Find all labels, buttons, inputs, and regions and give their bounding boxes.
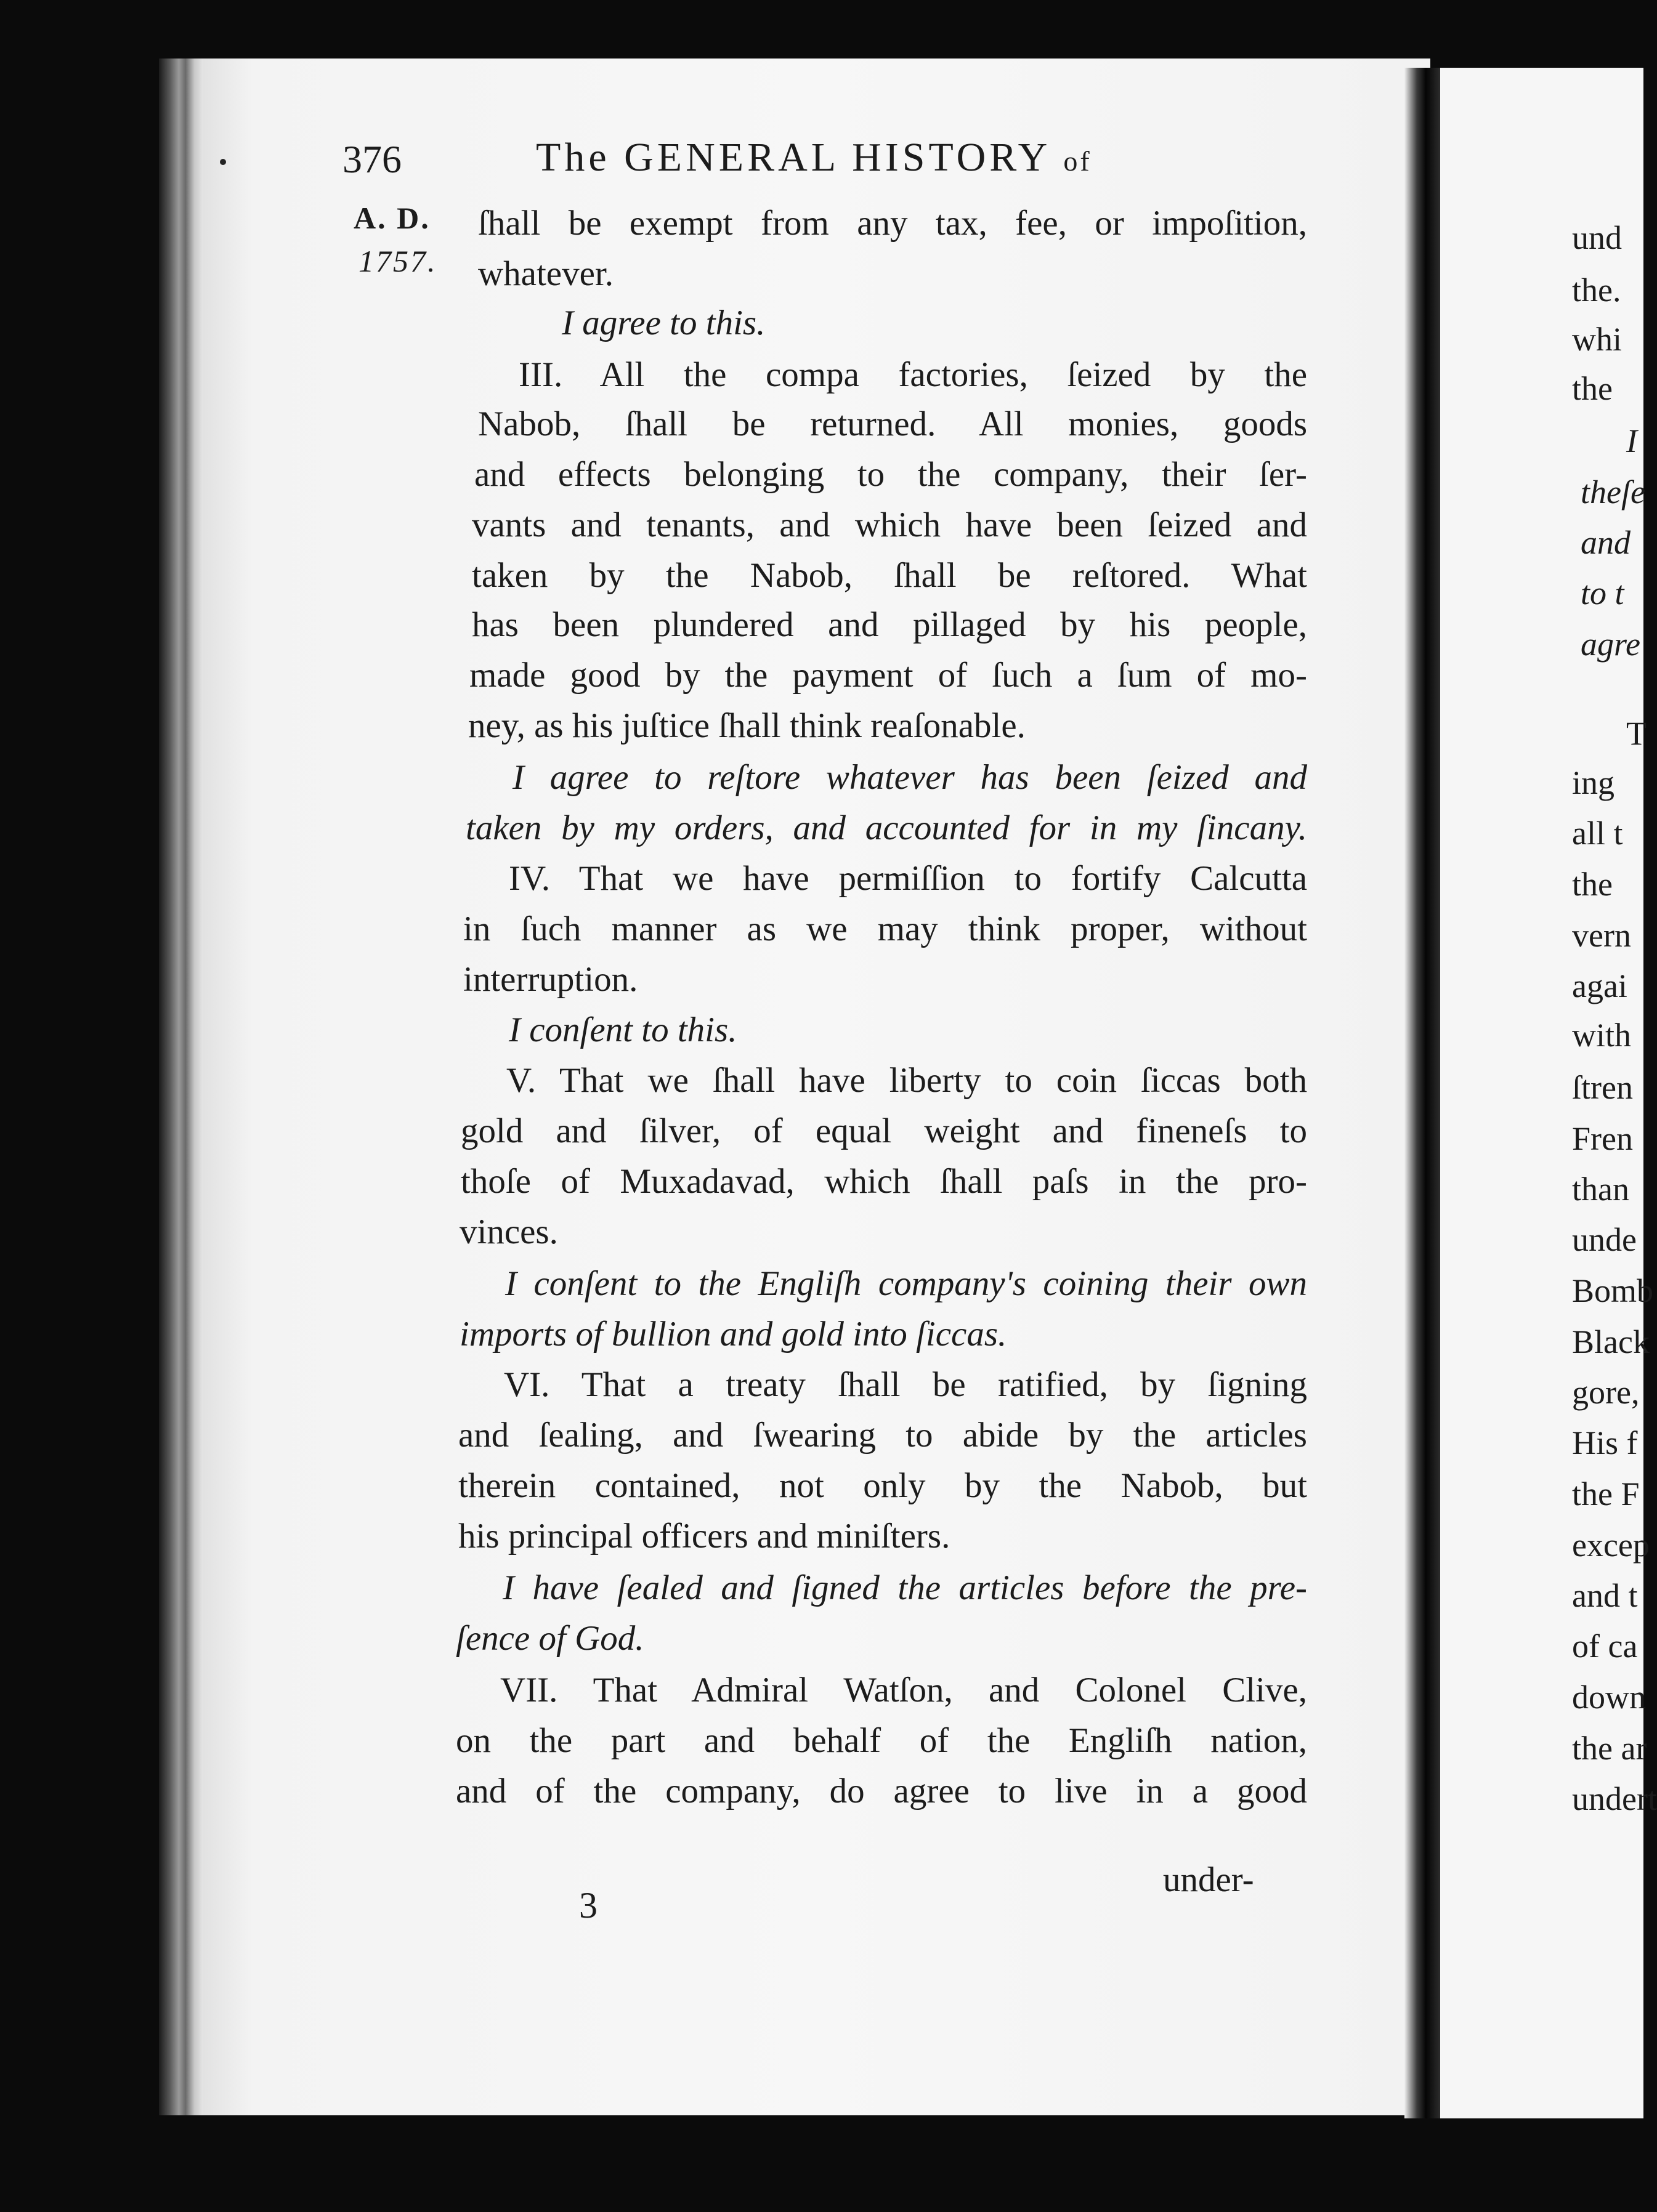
- margin-note-ad: A. D.: [354, 201, 431, 235]
- text-line: has been plundered and pillaged by his people,: [472, 605, 1307, 644]
- right-page-fragment: and: [1581, 524, 1631, 561]
- text-line: whatever.: [478, 254, 614, 293]
- right-page-fragment: the F: [1572, 1475, 1640, 1512]
- text-line: ſence of God.: [456, 1619, 644, 1658]
- right-page-fragment: with: [1572, 1017, 1632, 1054]
- catchword: under-: [1163, 1860, 1254, 1899]
- text-line: on the part and behalf of the Engliſh nation,: [456, 1721, 1307, 1760]
- text-line: Nabob, ſhall be returned. All monies, goods: [478, 405, 1307, 443]
- text-line: IV. That we have permiſſion to fortify Calcutta: [509, 859, 1307, 898]
- text-line: taken by my orders, and accounted for in my ſincany.: [466, 809, 1307, 847]
- margin-note-year: 1757.: [359, 244, 437, 278]
- right-page-fragment: agre: [1581, 626, 1640, 663]
- text-line: V. That we ſhall have liberty to coin ſiccas both: [506, 1061, 1307, 1100]
- right-page-fragment: undert: [1572, 1780, 1657, 1817]
- text-line: ſhall be exempt from any tax, fee, or impoſition,: [478, 204, 1307, 243]
- text-line: his principal officers and miniſters.: [458, 1517, 950, 1556]
- text-line: interruption.: [463, 960, 638, 999]
- right-page-fragment: the ar: [1572, 1730, 1647, 1767]
- page-gutter: [1404, 68, 1440, 2118]
- text-line: VII. That Admiral Watſon, and Colonel Clive,: [500, 1671, 1307, 1709]
- right-page-fragment: down: [1572, 1679, 1646, 1716]
- text-line: VI. That a treaty ſhall be ratified, by ſigning: [504, 1365, 1307, 1404]
- page-number: 376: [342, 137, 402, 181]
- right-page-fragment: unde: [1572, 1221, 1637, 1258]
- text-line: I agree to this.: [562, 304, 766, 342]
- book-spine: [159, 59, 203, 2115]
- signature-mark: 3: [579, 1885, 598, 1926]
- text-line: gold and ſilver, of equal weight and fineneſs to: [461, 1112, 1307, 1150]
- text-line: III. All the compa factories, ſeized by the: [519, 355, 1307, 394]
- text-line: I conſent to the Engliſh company's coining their own: [505, 1264, 1307, 1303]
- right-page-fragment: agai: [1572, 967, 1627, 1004]
- ink-dot: [220, 159, 226, 165]
- text-line: and of the company, do agree to live in a good: [456, 1772, 1307, 1810]
- running-head: [536, 134, 1092, 181]
- text-line: taken by the Nabob, ſhall be reſtored. What: [472, 556, 1307, 595]
- text-line: vants and tenants, and which have been ſeized and: [472, 506, 1307, 544]
- text-line: and effects belonging to the company, their ſer-: [474, 455, 1307, 494]
- right-page-fragment: the.: [1572, 272, 1621, 309]
- right-page-fragment: ing: [1572, 764, 1615, 801]
- text-line: I have ſealed and ſigned the articles before the pre-: [503, 1568, 1307, 1607]
- right-page-fragment: all t: [1572, 815, 1623, 852]
- right-page-fragment: the: [1572, 370, 1613, 407]
- running-head-main: GENERAL HISTORY: [624, 135, 1050, 180]
- right-page-fragment: I: [1626, 422, 1637, 459]
- text-line: made good by the payment of ſuch a ſum of mo-: [469, 656, 1307, 695]
- running-head-of: of: [1063, 145, 1092, 177]
- text-line: therein contained, not only by the Nabob, but: [458, 1466, 1307, 1505]
- right-page-fragment: gore,: [1572, 1374, 1640, 1411]
- text-line: ney, as his juſtice ſhall think reaſonable.: [468, 706, 1026, 745]
- right-page-fragment: the: [1572, 866, 1613, 903]
- text-line: I conſent to this.: [509, 1011, 737, 1049]
- right-page-fragment: ſtren: [1572, 1069, 1633, 1106]
- right-page-fragment: Fren: [1572, 1120, 1633, 1157]
- text-line: vinces.: [460, 1213, 558, 1251]
- text-line: in ſuch manner as we may think proper, without: [463, 910, 1307, 948]
- right-page-fragment: und: [1572, 219, 1622, 256]
- right-page-fragment: excep: [1572, 1527, 1650, 1564]
- text-line: thoſe of Muxadavad, which ſhall paſs in the pro-: [461, 1162, 1307, 1201]
- right-page-fragment: whi: [1572, 321, 1622, 358]
- right-page-fragment: T: [1626, 715, 1647, 752]
- right-page-fragment: and t: [1572, 1577, 1638, 1614]
- running-head-the: The: [536, 135, 610, 180]
- right-page-fragment: theſe: [1581, 474, 1645, 511]
- right-page-fragment: His f: [1572, 1424, 1638, 1461]
- right-page-fragment: to t: [1581, 575, 1624, 612]
- right-page-fragment: vern: [1572, 917, 1631, 954]
- right-page-fragment: of ca: [1572, 1628, 1638, 1665]
- right-page-fragment: Black: [1572, 1323, 1650, 1360]
- text-line: and ſealing, and ſwearing to abide by the articles: [458, 1416, 1307, 1455]
- text-line: I agree to reſtore whatever has been ſeized and: [512, 758, 1307, 797]
- right-page-fragment: than: [1572, 1171, 1629, 1208]
- right-page-fragment: Bomb: [1572, 1272, 1654, 1309]
- text-line: imports of bullion and gold into ſiccas.: [460, 1315, 1007, 1354]
